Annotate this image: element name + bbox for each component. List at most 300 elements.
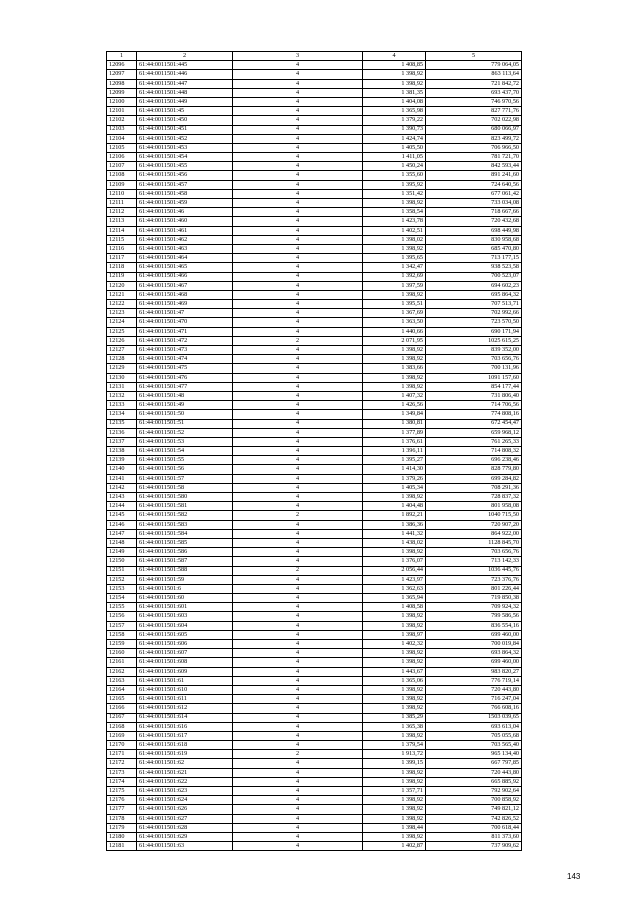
value-cell: 891 241,60 (426, 171, 522, 180)
area-cell: 1 367,69 (363, 309, 426, 318)
cadastral-number-cell: 61:44:0011501:472 (137, 336, 233, 345)
table-row (107, 695, 522, 704)
area-cell: 1 423,78 (363, 217, 426, 226)
table-row (107, 318, 522, 327)
area-cell: 1 398,92 (363, 548, 426, 557)
value-cell: 781 721,70 (426, 153, 522, 162)
value-cell: 827 771,76 (426, 107, 522, 116)
type-cell: 4 (233, 208, 363, 217)
area-cell: 1 398,92 (363, 695, 426, 704)
area-cell: 1 443,67 (363, 667, 426, 676)
area-cell: 1 363,50 (363, 318, 426, 327)
table-row (107, 373, 522, 382)
cadastral-number-cell: 61:44:0011501:57 (137, 474, 233, 483)
cadastral-number-cell: 61:44:0011501:452 (137, 134, 233, 143)
row-number-cell: 12107 (107, 162, 137, 171)
area-cell: 1 398,92 (363, 373, 426, 382)
cadastral-number-cell: 61:44:0011501:465 (137, 263, 233, 272)
type-cell: 4 (233, 722, 363, 731)
table-row (107, 364, 522, 373)
table-row (107, 548, 522, 557)
row-number-cell: 12100 (107, 97, 137, 106)
area-cell: 1 351,42 (363, 189, 426, 198)
row-number-cell: 12139 (107, 456, 137, 465)
area-cell: 1 390,73 (363, 125, 426, 134)
cadastral-number-cell: 61:44:0011501:607 (137, 649, 233, 658)
type-cell: 4 (233, 787, 363, 796)
type-cell: 4 (233, 410, 363, 419)
cadastral-number-cell: 61:44:0011501:581 (137, 502, 233, 511)
table-row (107, 805, 522, 814)
row-number-cell: 12135 (107, 419, 137, 428)
row-number-cell: 12113 (107, 217, 137, 226)
cadastral-number-cell: 61:44:0011501:616 (137, 722, 233, 731)
value-cell: 702 022,98 (426, 116, 522, 125)
type-cell: 4 (233, 180, 363, 189)
type-cell: 4 (233, 667, 363, 676)
table-row (107, 511, 522, 520)
area-cell: 1 392,69 (363, 272, 426, 281)
table-row (107, 713, 522, 722)
value-cell: 811 373,60 (426, 832, 522, 841)
area-cell: 1 398,92 (363, 79, 426, 88)
row-number-cell: 12098 (107, 79, 137, 88)
cadastral-number-cell: 61:44:0011501:445 (137, 61, 233, 70)
type-cell: 4 (233, 373, 363, 382)
table-row (107, 777, 522, 786)
area-cell: 1 385,29 (363, 713, 426, 722)
type-cell: 4 (233, 575, 363, 584)
value-cell: 709 924,32 (426, 603, 522, 612)
row-number-cell: 12151 (107, 566, 137, 575)
area-cell: 1 379,26 (363, 474, 426, 483)
area-cell: 1 398,92 (363, 346, 426, 355)
row-number-cell: 12146 (107, 520, 137, 529)
value-cell: 731 806,40 (426, 391, 522, 400)
cadastral-number-cell: 61:44:0011501:606 (137, 640, 233, 649)
cadastral-number-cell: 61:44:0011501:476 (137, 373, 233, 382)
row-number-cell: 12178 (107, 814, 137, 823)
type-cell: 4 (233, 456, 363, 465)
row-number-cell: 12167 (107, 713, 137, 722)
value-cell: 766 608,16 (426, 704, 522, 713)
table-row (107, 272, 522, 281)
value-cell: 720 443,80 (426, 768, 522, 777)
type-cell: 4 (233, 695, 363, 704)
value-cell: 716 247,04 (426, 695, 522, 704)
cadastral-number-cell: 61:44:0011501:618 (137, 741, 233, 750)
row-number-cell: 12127 (107, 346, 137, 355)
area-cell: 1 440,66 (363, 327, 426, 336)
type-cell: 4 (233, 548, 363, 557)
row-number-cell: 12124 (107, 318, 137, 327)
cadastral-number-cell: 61:44:0011501:609 (137, 667, 233, 676)
cadastral-number-cell: 61:44:0011501:580 (137, 493, 233, 502)
area-cell: 1 358,54 (363, 208, 426, 217)
area-cell: 1 402,87 (363, 842, 426, 851)
type-cell: 4 (233, 796, 363, 805)
type-cell: 4 (233, 713, 363, 722)
row-number-cell: 12125 (107, 327, 137, 336)
value-cell: 714 808,32 (426, 447, 522, 456)
table-row (107, 787, 522, 796)
table-row (107, 254, 522, 263)
row-number-cell: 12119 (107, 272, 137, 281)
area-cell: 1 398,92 (363, 621, 426, 630)
table-row (107, 244, 522, 253)
area-cell: 1 398,92 (363, 704, 426, 713)
row-number-cell: 12174 (107, 777, 137, 786)
type-cell: 4 (233, 391, 363, 400)
row-number-cell: 12160 (107, 649, 137, 658)
cadastral-number-cell: 61:44:0011501:464 (137, 254, 233, 263)
value-cell: 720 443,80 (426, 685, 522, 694)
value-cell: 708 291,36 (426, 483, 522, 492)
column-header: 4 (363, 52, 426, 61)
table-row (107, 612, 522, 621)
cadastral-number-cell: 61:44:0011501:617 (137, 731, 233, 740)
row-number-cell: 12176 (107, 796, 137, 805)
cadastral-number-cell: 61:44:0011501:466 (137, 272, 233, 281)
row-number-cell: 12150 (107, 557, 137, 566)
cadastral-number-cell: 61:44:0011501:610 (137, 685, 233, 694)
cadastral-number-cell: 61:44:0011501:451 (137, 125, 233, 134)
table-row (107, 125, 522, 134)
row-number-cell: 12148 (107, 538, 137, 547)
area-cell: 1 398,92 (363, 796, 426, 805)
cadastral-number-cell: 61:44:0011501:588 (137, 566, 233, 575)
value-cell: 699 460,00 (426, 630, 522, 639)
value-cell: 713 142,33 (426, 557, 522, 566)
cadastral-number-cell: 61:44:0011501:474 (137, 355, 233, 364)
table-row (107, 290, 522, 299)
cadastral-number-cell: 61:44:0011501:626 (137, 805, 233, 814)
value-cell: 801 226,44 (426, 584, 522, 593)
row-number-cell: 12154 (107, 594, 137, 603)
type-cell: 4 (233, 437, 363, 446)
cadastral-number-cell: 61:44:0011501:605 (137, 630, 233, 639)
table-row (107, 676, 522, 685)
cadastral-number-cell: 61:44:0011501:52 (137, 428, 233, 437)
value-cell: 700 019,84 (426, 640, 522, 649)
table-row (107, 410, 522, 419)
type-cell: 4 (233, 584, 363, 593)
cadastral-number-cell: 61:44:0011501:456 (137, 171, 233, 180)
type-cell: 4 (233, 327, 363, 336)
cadastral-number-cell: 61:44:0011501:619 (137, 750, 233, 759)
row-number-cell: 12156 (107, 612, 137, 621)
type-cell: 4 (233, 621, 363, 630)
row-number-cell: 12121 (107, 290, 137, 299)
row-number-cell: 12171 (107, 750, 137, 759)
value-cell: 672 454,47 (426, 419, 522, 428)
row-number-cell: 12140 (107, 465, 137, 474)
value-cell: 965 134,40 (426, 750, 522, 759)
value-cell: 700 858,92 (426, 796, 522, 805)
area-cell: 1 395,92 (363, 180, 426, 189)
table-row (107, 658, 522, 667)
table-row (107, 832, 522, 841)
row-number-cell: 12158 (107, 630, 137, 639)
value-cell: 799 586,56 (426, 612, 522, 621)
row-number-cell: 12181 (107, 842, 137, 851)
row-number-cell: 12165 (107, 695, 137, 704)
type-cell: 2 (233, 336, 363, 345)
area-cell: 1 395,51 (363, 300, 426, 309)
row-number-cell: 12096 (107, 61, 137, 70)
table-row (107, 189, 522, 198)
table-row (107, 566, 522, 575)
value-cell: 721 842,72 (426, 79, 522, 88)
row-number-cell: 12099 (107, 88, 137, 97)
type-cell: 4 (233, 640, 363, 649)
cadastral-number-cell: 61:44:0011501:454 (137, 153, 233, 162)
cadastral-number-cell: 61:44:0011501:624 (137, 796, 233, 805)
cadastral-number-cell: 61:44:0011501:450 (137, 116, 233, 125)
value-cell: 1025 615,25 (426, 336, 522, 345)
cadastral-number-cell: 61:44:0011501:477 (137, 382, 233, 391)
cadastral-number-cell: 61:44:0011501:53 (137, 437, 233, 446)
area-cell: 1 398,92 (363, 612, 426, 621)
value-cell: 830 958,68 (426, 235, 522, 244)
value-cell: 702 992,66 (426, 309, 522, 318)
cadastral-number-cell: 61:44:0011501:55 (137, 456, 233, 465)
cadastral-number-cell: 61:44:0011501:45 (137, 107, 233, 116)
cadastral-number-cell: 61:44:0011501:63 (137, 842, 233, 851)
cadastral-number-cell: 61:44:0011501:453 (137, 143, 233, 152)
table-row (107, 447, 522, 456)
value-cell: 828 779,80 (426, 465, 522, 474)
row-number-cell: 12137 (107, 437, 137, 446)
value-cell: 693 864,32 (426, 649, 522, 658)
table-row (107, 309, 522, 318)
area-cell: 1 379,54 (363, 741, 426, 750)
value-cell: 733 034,08 (426, 199, 522, 208)
area-cell: 1 424,74 (363, 134, 426, 143)
table-row (107, 750, 522, 759)
cadastral-number-cell: 61:44:0011501:60 (137, 594, 233, 603)
type-cell: 4 (233, 125, 363, 134)
cadastral-number-cell: 61:44:0011501:612 (137, 704, 233, 713)
area-cell: 1 408,58 (363, 603, 426, 612)
value-cell: 1036 445,76 (426, 566, 522, 575)
cadastral-number-cell: 61:44:0011501:467 (137, 281, 233, 290)
area-cell: 1 892,21 (363, 511, 426, 520)
value-cell: 699 284,82 (426, 474, 522, 483)
area-cell: 1 383,66 (363, 364, 426, 373)
value-cell: 724 640,56 (426, 180, 522, 189)
row-number-cell: 12152 (107, 575, 137, 584)
table-row (107, 796, 522, 805)
value-cell: 842 593,44 (426, 162, 522, 171)
row-number-cell: 12177 (107, 805, 137, 814)
type-cell: 4 (233, 346, 363, 355)
value-cell: 983 820,27 (426, 667, 522, 676)
type-cell: 4 (233, 428, 363, 437)
type-cell: 4 (233, 842, 363, 851)
cadastral-number-cell: 61:44:0011501:458 (137, 189, 233, 198)
area-cell: 1 398,92 (363, 832, 426, 841)
type-cell: 4 (233, 805, 363, 814)
type-cell: 4 (233, 318, 363, 327)
table-row (107, 456, 522, 465)
table-row (107, 842, 522, 851)
area-cell: 1 365,94 (363, 594, 426, 603)
type-cell: 4 (233, 419, 363, 428)
area-cell: 1 396,11 (363, 447, 426, 456)
row-number-cell: 12138 (107, 447, 137, 456)
type-cell: 4 (233, 759, 363, 768)
value-cell: 801 958,08 (426, 502, 522, 511)
row-number-cell: 12162 (107, 667, 137, 676)
area-cell: 1 441,32 (363, 529, 426, 538)
cadastral-number-cell: 61:44:0011501:50 (137, 410, 233, 419)
value-cell: 667 797,85 (426, 759, 522, 768)
column-header: 2 (137, 52, 233, 61)
row-number-cell: 12117 (107, 254, 137, 263)
table-row (107, 502, 522, 511)
row-number-cell: 12131 (107, 382, 137, 391)
value-cell: 742 826,52 (426, 814, 522, 823)
table-row (107, 88, 522, 97)
type-cell: 4 (233, 493, 363, 502)
row-number-cell: 12128 (107, 355, 137, 364)
area-cell: 1 395,27 (363, 456, 426, 465)
type-cell: 4 (233, 777, 363, 786)
area-cell: 1 386,36 (363, 520, 426, 529)
table-row (107, 180, 522, 189)
row-number-cell: 12118 (107, 263, 137, 272)
type-cell: 4 (233, 603, 363, 612)
table-body (107, 52, 522, 851)
row-number-cell: 12155 (107, 603, 137, 612)
value-cell: 703 565,40 (426, 741, 522, 750)
table-row (107, 61, 522, 70)
value-cell: 680 066,97 (426, 125, 522, 134)
row-number-cell: 12163 (107, 676, 137, 685)
table-row (107, 153, 522, 162)
value-cell: 700 523,07 (426, 272, 522, 281)
value-cell: 699 460,00 (426, 658, 522, 667)
type-cell: 4 (233, 814, 363, 823)
type-cell: 4 (233, 676, 363, 685)
area-cell: 1 376,61 (363, 437, 426, 446)
cadastral-number-cell: 61:44:0011501:6 (137, 584, 233, 593)
area-cell: 1 342,47 (363, 263, 426, 272)
table-row (107, 401, 522, 410)
row-number-cell: 12129 (107, 364, 137, 373)
row-number-cell: 12101 (107, 107, 137, 116)
row-number-cell: 12133 (107, 401, 137, 410)
type-cell: 2 (233, 511, 363, 520)
type-cell: 4 (233, 107, 363, 116)
cadastral-number-cell: 61:44:0011501:584 (137, 529, 233, 538)
table-row (107, 538, 522, 547)
area-cell: 1 398,92 (363, 658, 426, 667)
cadastral-number-cell: 61:44:0011501:601 (137, 603, 233, 612)
value-cell: 863 113,64 (426, 70, 522, 79)
cadastral-number-cell: 61:44:0011501:49 (137, 401, 233, 410)
type-cell: 4 (233, 272, 363, 281)
row-number-cell: 12180 (107, 832, 137, 841)
type-cell: 4 (233, 153, 363, 162)
row-number-cell: 12169 (107, 731, 137, 740)
cadastral-number-cell: 61:44:0011501:621 (137, 768, 233, 777)
area-cell: 1 357,71 (363, 787, 426, 796)
area-cell: 1 399,15 (363, 759, 426, 768)
area-cell: 1 450,24 (363, 162, 426, 171)
value-cell: 665 885,92 (426, 777, 522, 786)
cadastral-number-cell: 61:44:0011501:446 (137, 70, 233, 79)
table-row (107, 79, 522, 88)
row-number-cell: 12134 (107, 410, 137, 419)
table-row (107, 263, 522, 272)
cadastral-number-cell: 61:44:0011501:586 (137, 548, 233, 557)
row-number-cell: 12109 (107, 180, 137, 189)
cadastral-number-cell: 61:44:0011501:48 (137, 391, 233, 400)
cadastral-number-cell: 61:44:0011501:623 (137, 787, 233, 796)
row-number-cell: 12168 (107, 722, 137, 731)
row-number-cell: 12132 (107, 391, 137, 400)
area-cell: 1 365,98 (363, 107, 426, 116)
type-cell: 4 (233, 612, 363, 621)
row-number-cell: 12147 (107, 529, 137, 538)
cadastral-number-cell: 61:44:0011501:61 (137, 676, 233, 685)
type-cell: 4 (233, 309, 363, 318)
table-row (107, 741, 522, 750)
cadastral-number-cell: 61:44:0011501:471 (137, 327, 233, 336)
table-row (107, 208, 522, 217)
type-cell: 2 (233, 566, 363, 575)
row-number-cell: 12143 (107, 493, 137, 502)
cadastral-number-cell: 61:44:0011501:475 (137, 364, 233, 373)
row-number-cell: 12110 (107, 189, 137, 198)
type-cell: 4 (233, 171, 363, 180)
value-cell: 776 719,14 (426, 676, 522, 685)
type-cell: 2 (233, 750, 363, 759)
table-row (107, 704, 522, 713)
table-row (107, 474, 522, 483)
column-header: 3 (233, 52, 363, 61)
value-cell: 854 177,44 (426, 382, 522, 391)
area-cell: 1 913,72 (363, 750, 426, 759)
row-number-cell: 12114 (107, 226, 137, 235)
value-cell: 779 064,05 (426, 61, 522, 70)
table-row (107, 97, 522, 106)
value-cell: 723 570,50 (426, 318, 522, 327)
area-cell: 1 355,60 (363, 171, 426, 180)
area-cell: 1 398,92 (363, 355, 426, 364)
area-cell: 1 398,92 (363, 199, 426, 208)
row-number-cell: 12123 (107, 309, 137, 318)
type-cell: 4 (233, 382, 363, 391)
value-cell: 1503 039,65 (426, 713, 522, 722)
type-cell: 4 (233, 134, 363, 143)
area-cell: 1 349,84 (363, 410, 426, 419)
area-cell: 1 404,48 (363, 502, 426, 511)
value-cell: 707 513,71 (426, 300, 522, 309)
table-header-row (107, 52, 522, 61)
type-cell: 4 (233, 529, 363, 538)
table-row (107, 143, 522, 152)
table-row (107, 493, 522, 502)
value-cell: 1091 157,60 (426, 373, 522, 382)
area-cell: 1 362,63 (363, 584, 426, 593)
value-cell: 792 902,64 (426, 787, 522, 796)
table-row (107, 483, 522, 492)
value-cell: 720 907,20 (426, 520, 522, 529)
type-cell: 4 (233, 263, 363, 272)
